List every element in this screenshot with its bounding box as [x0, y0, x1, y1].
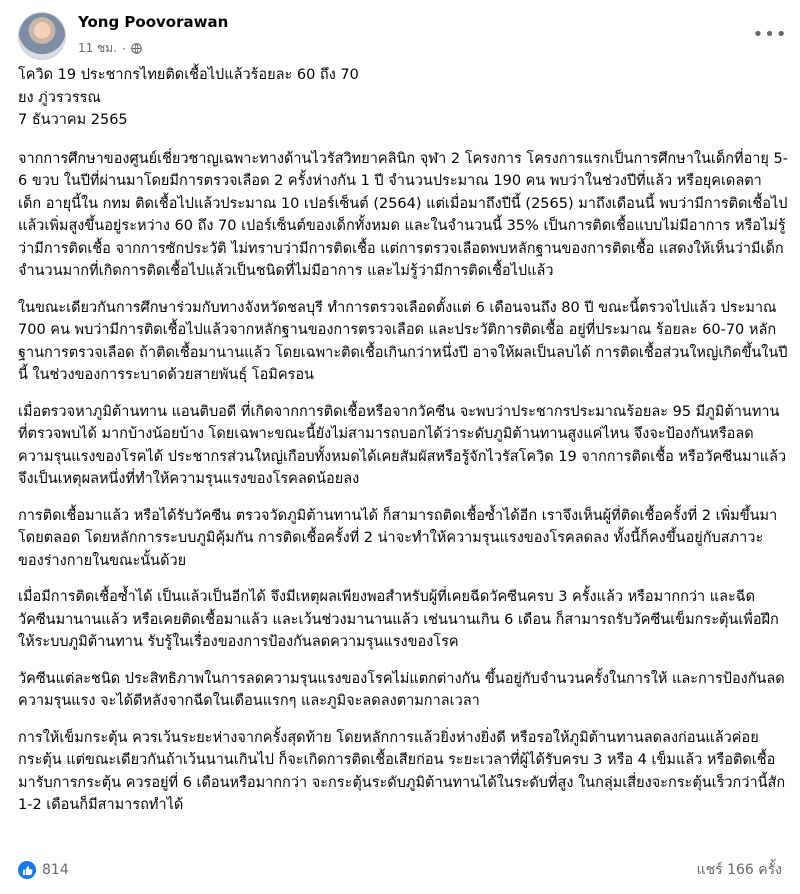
- like-reaction-icon: [18, 861, 36, 879]
- globe-icon[interactable]: [131, 43, 142, 54]
- meta-separator: ·: [121, 41, 126, 56]
- post-time[interactable]: 11 ชม.: [78, 41, 117, 55]
- author-name[interactable]: Yong Poovorawan: [78, 13, 229, 31]
- post-paragraph: การให้เข็มกระตุ้น ควรเว้นระยะห่างจากครั้งสุดท้าย โดยหลักการแล้วยิ่งห่างยิ่งดี หรือรอให้ภูมิต้านทานลดลงก่อนแล้วค่อยกระตุ้น แต่ขณะเดียวกันถ้าเว้นนานเกินไป ก็จะเกิดการติดเชื้อเสียก่อน ระยะเวลาที่ผู้ได้รับครบ 3 หรือ 4 เข็มแล้ว หรือติดเชื้อ มารับการกระตุ้น ควรอยู่ที่ 6 เดือนหรือมากกว่า จะกระตุ้นระดับภูมิต้านทานได้ในระดับที่สูง ในกลุ่มเสี่ยงจะกระตุ้นเร็วกว่านี้สัก 1-2 เดือนก็มีสามารถทำได้: [18, 729, 786, 813]
- more-options-icon[interactable]: •••: [752, 23, 788, 45]
- post-title-block: [18, 64, 788, 132]
- reaction-summary[interactable]: [18, 861, 69, 879]
- post-footer: [18, 858, 782, 882]
- post-meta: [78, 39, 142, 58]
- post-paragraph: การติดเชื้อมาแล้ว หรือได้รับวัคซีน ตรวจวัดภูมิต้านทานได้ ก็สามารถติดเชื้อซ้ำได้อีก เราจึงเห็นผู้ที่ติดเชื้อครั้งที่ 2 เพิ่มขึ้นมาโดยตลอด โดยหลักการระบบภูมิคุ้มกัน การติดเชื้อครั้งที่ 2 น่าจะทำให้ความรุนแรงของโรคลดลง ทั้งนี้ก็คงขึ้นอยู่กับสภาวะของร่างกายในขณะนั้นด้วย: [18, 507, 778, 569]
- post-paragraph: เมื่อตรวจหาภูมิต้านทาน แอนติบอดี ที่เกิดจากการติดเชื้อหรือจากวัคซีน จะพบว่าประชากรประมาณร้อยละ 95 มีภูมิต้านทานที่ตรวจพบได้ มากบ้างน้อยบ้าง โดยเฉพาะขณะนี้ยังไม่สามารถบอกได้ว่าระดับภูมิต้านทานสูงแค่ไหน จึงจะป้องกันหรือลดความรุนแรงของโรคได้ ประชากรส่วนใหญ่เกือบทั้งหมดได้เคยสัมผัสหรือรู้จักไวรัสโควิด 19 จากการติดเชื้อ หรือวัคซีนมาแล้ว จึงเป็นเหตุผลหนึ่งที่ทำให้ความรุนแรงของโรคลดน้อยลง: [18, 403, 787, 487]
- post-date: 7 ธันวาคม 2565: [18, 112, 128, 128]
- reaction-count[interactable]: 814: [42, 862, 69, 878]
- post-paragraph: เมื่อมีการติดเชื้อซ้ำได้ เป็นแล้วเป็นอีกได้ จึงมีเหตุผลเพียงพอสำหรับผู้ที่เคยฉีดวัคซีนครบ 3 ครั้งแล้ว หรือมากกว่า และฉีดวัคซีนมานานแล้ว หรือเคยติดเชื้อมาแล้ว และเว้นช่วงมานานแล้ว เช่นนานเกิน 6 เดือน ก็สามารถรับวัคซีนเข็มกระตุ้นเพื่อฝึกให้ระบบภูมิต้านทาน รับรู้ในเรื่องของการป้องกันลดความรุนแรงของโรค: [18, 589, 779, 650]
- post-title: โควิด 19 ประชากรไทยติดเชื้อไปแล้วร้อยละ 60 ถึง 70: [18, 67, 359, 83]
- avatar[interactable]: [18, 12, 66, 60]
- post-paragraph: จากการศึกษาของศูนย์เชี่ยวชาญเฉพาะทางด้านไวรัสวิทยาคลินิก จุฬา 2 โครงการ โครงการแรกเป็นการศึกษาในเด็กที่อายุ 5-6 ขวบ ในปีที่ผ่านมาโดยมีการตรวจเลือด 2 ครั้งห่างกัน 1 ปี จำนวนประมาณ 190 คน พบว่าในช่วงปีที่แล้ว หรือยุคเดลตา เด็ก อายุนี้ใน กทม ติดเชื้อไปแล้วประมาณ 10 เปอร์เซ็นต์ (2564) แต่เมื่อมาถึงปีนี้ (2565) มาถึงเดือนนี้ พบว่ามีการติดเชื้อไปแล้วเพิ่มสูงขึ้นอยู่ระหว่าง 60 ถึง 70 เปอร์เซ็นต์ของเด็กทั้งหมด และในจำนวนนี้ 35% เป็นการติดเชื้อแบบไม่มีอาการ หรือไม่รู้ว่ามีการติดเชื้อ จากการซักประวัติ ไม่ทราบว่ามีการติดเชื้อ แต่การตรวจเลือดพบหลักฐานของการติดเชื้อ แสดงให้เห็นว่ามีเด็กจำนวนมากที่เกิดการติดเชื้อไปแล้วเป็นชนิดที่ไม่มีอาการ และไม่รู้ว่ามีการติดเชื้อไปแล้ว: [18, 150, 788, 279]
- share-count[interactable]: แชร์ 166 ครั้ง: [696, 862, 782, 878]
- post-paragraph: ในขณะเดียวกันการศึกษาร่วมกับทางจังหวัดชลบุรี ทำการตรวจเลือดตั้งแต่ 6 เดือนจนถึง 80 ปี ขณะนี้ตรวจไปแล้ว ประมาณ 700 คน พบว่ามีการติดเชื้อไปแล้วจากหลักฐานของการตรวจเลือด และประวัติการติดเชื้อ อยู่ที่ประมาณ ร้อยละ 60-70 หลักฐานการตรวจเลือด ถ้าติดเชื้อมานานแล้ว โดยเฉพาะติดเชื้อเกินกว่าหนึ่งปี อาจให้ผลเป็นลบได้ การติดเชื้อส่วนใหญ่เกิดขึ้นในปีนี้ ในช่วงของการระบาดด้วยสายพันธุ์ โอมิครอน: [18, 299, 788, 383]
- post-header: [18, 10, 788, 62]
- post-byline: ยง ภู่วรวรรณ: [18, 89, 101, 106]
- post-paragraph: วัคซีนแต่ละชนิด ประสิทธิภาพในการลดความรุนแรงของโรคไม่แตกต่างกัน ขึ้นอยู่กับจำนวนครั้งในการให้ และการป้องกันลดความรุนแรง จะได้ดีหลังจากฉีดในเดือนแรกๆ และภูมิจะลดลงตามกาลเวลา: [18, 670, 785, 709]
- post-body: [18, 64, 788, 831]
